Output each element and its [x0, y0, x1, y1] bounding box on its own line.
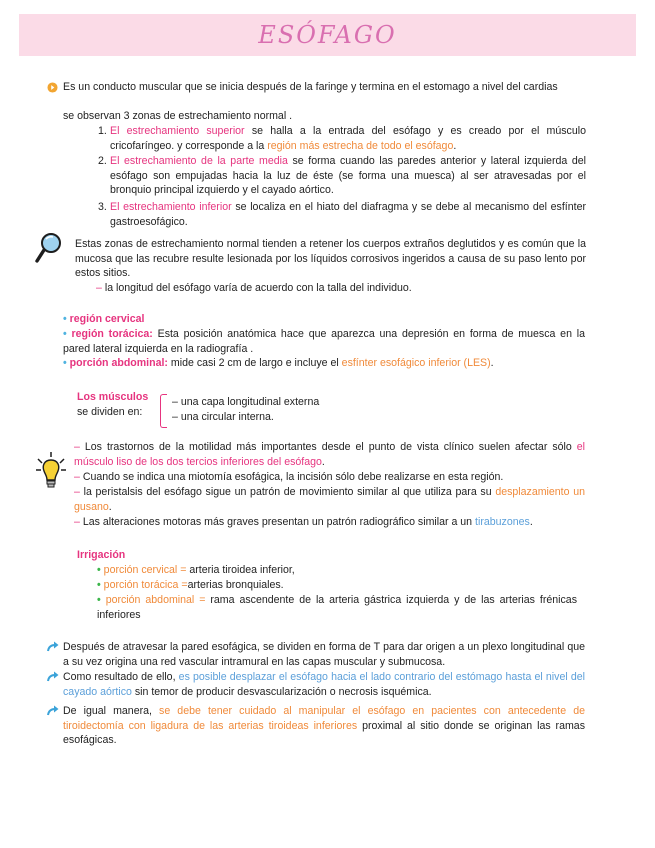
muscle-item-2: – una circular interna.	[172, 411, 274, 423]
motility-text: Las alteraciones motoras más graves presentan un patrón radiográfico similar a un	[79, 516, 476, 528]
irrigation-item-2	[97, 578, 577, 593]
zone-1	[110, 124, 586, 153]
curved-arrow-icon	[47, 641, 59, 652]
final-paragraph-3	[63, 704, 585, 748]
zone-2-number: 2.	[98, 155, 107, 167]
note-sub-text: la longitud del esófago varía de acuerdo con la talla del individuo.	[104, 282, 412, 294]
region-thoracic	[63, 327, 585, 356]
irrigation-heading	[77, 548, 277, 563]
note-text: Estas zonas de estrechamiento normal tienden a retener los cuerpos extraños deglutidos y es común que la mucosa que las recubre resulte lesionada por los líquidos corrosivos ingeridos a causa de su paso lento por estos sitios.	[75, 238, 586, 280]
final-2-highlight: es posible desplazar el esófago hacia el lado contrario del estómago hasta el nivel del cayado aórtico	[63, 671, 585, 698]
intro-line-2: se observan 3 zonas de estrechamiento normal .	[63, 110, 293, 122]
zone-3-number: 3.	[98, 201, 107, 213]
zone-1-text: se halla a la entrada del esófago y es creado por el músculo cricofaríngeo. y corresponde a la	[110, 125, 586, 152]
motility-item-1	[74, 440, 585, 469]
bullet-dot-icon: •	[97, 564, 101, 576]
magnifier-icon	[34, 231, 64, 265]
final-2-text: Como resultado de ello,	[63, 671, 179, 683]
motility-dash: –	[74, 516, 80, 528]
lightbulb-icon	[34, 451, 68, 493]
motility-dash: –	[74, 486, 80, 498]
note-dash: –	[96, 282, 102, 294]
final-3-text: De igual manera,	[63, 705, 160, 717]
motility-highlight: desplazamiento un gusano	[74, 486, 585, 513]
irrigation-text: rama ascendente de la arteria gástrica izquierda y de las arterias frénicas inferiores	[97, 594, 578, 621]
region-abdominal	[63, 356, 585, 371]
region-abdominal-label: porción abdominal:	[69, 357, 168, 369]
title-banner	[19, 14, 636, 56]
zone-1-number: 1.	[98, 125, 107, 137]
zone-2	[110, 154, 586, 198]
page-title: ESÓFAGO	[258, 21, 397, 49]
final-3-highlight: se debe tener cuidado al manipular el esófago en pacientes con antecedente de tiroidectomía con ligadura de las arterias tiroideas inferiores	[63, 705, 585, 732]
irrigation-title: Irrigación	[77, 549, 126, 561]
motility-highlight: tirabuzones	[475, 516, 530, 528]
muscles-heading	[77, 390, 167, 405]
bullet-dot-icon: •	[63, 313, 67, 325]
motility-highlight: el músculo liso de los dos tercios inferiores del esófago	[74, 441, 585, 468]
zone-2-label: El estrechamiento de la parte media	[110, 155, 288, 167]
region-abdominal-end: .	[490, 357, 494, 369]
final-paragraph-1: Después de atravesar la pared esofágica, se dividen en forma de T para dar origen a un plexo longitudinal que a su vez origina una red vascular intramural en las capas muscular y submucosa.	[63, 641, 585, 668]
zone-3	[110, 200, 586, 229]
motility-text: Cuando se indica una miotomía esofágica, la incisión sólo debe realizarse en esta región.	[79, 471, 504, 483]
bullet-dot-icon: •	[63, 357, 67, 369]
curved-arrow-icon	[47, 705, 59, 716]
zone-1-end: .	[453, 139, 457, 152]
region-abdominal-text: mide casi 2 cm de largo e incluye el	[167, 357, 342, 369]
muscles-sub: se dividen en:	[77, 406, 143, 418]
irrigation-label: porción torácica =	[103, 579, 188, 591]
bullet-dot-icon: •	[63, 328, 67, 340]
circle-arrow-icon	[47, 82, 58, 93]
intro-text	[63, 80, 585, 95]
final-paragraph-2	[63, 670, 585, 699]
zone-1-highlight: región más estrecha de todo el esófago	[267, 139, 454, 152]
zone-1-label: El estrechamiento superior	[110, 125, 245, 137]
motility-item-2	[74, 470, 585, 485]
region-cervical	[63, 312, 583, 327]
motility-end: .	[529, 516, 533, 528]
intro-line-1: Es un conducto muscular que se inicia después de la faringe y termina en el estomago a nivel del cardias	[63, 81, 558, 93]
motility-end: .	[321, 455, 325, 468]
zone-3-label: El estrechamiento inferior	[110, 201, 232, 213]
motility-text: la peristalsis del esófago sigue un patrón de movimiento similar al que utiliza para su	[79, 486, 496, 498]
irrigation-text: arteria tiroidea inferior,	[186, 564, 295, 576]
region-thoracic-label: región torácica:	[71, 328, 153, 340]
motility-item-3	[74, 485, 585, 514]
region-abdominal-highlight: esfínter esofágico inferior (LES)	[341, 357, 491, 369]
motility-end: .	[108, 500, 112, 513]
muscles-title: Los músculos	[77, 391, 149, 403]
motility-dash: –	[74, 441, 80, 453]
note-sub	[96, 281, 576, 296]
bullet-dot-icon: •	[97, 579, 101, 591]
region-cervical-label: región cervical	[69, 313, 145, 325]
irrigation-text: arterias bronquiales.	[187, 579, 284, 591]
zone-3-text: se localiza en el hiato del diafragma y se debe al mecanismo del esfínter gastroesofágico.	[110, 201, 586, 228]
irrigation-label: porción abdominal =	[105, 594, 206, 606]
motility-dash: –	[74, 471, 80, 483]
motility-item-4	[74, 515, 585, 530]
brace-icon	[160, 394, 167, 428]
final-2-end: sin temor de producir desvascularización o necrosis isquémica.	[131, 685, 432, 698]
motility-text: Los trastornos de la motilidad más importantes desde el punto de vista clínico suelen afectar sólo	[79, 441, 577, 453]
irrigation-item-1	[97, 563, 577, 578]
bullet-dot-icon: •	[97, 594, 101, 606]
zone-2-text: se forma cuando las paredes anterior y lateral izquierda del esófago son empujadas hacia la luz de éste (se forma una muesca) al ser atravesadas por el bronquio principal izquierdo y el cayado aórtico.	[110, 155, 587, 197]
irrigation-item-3	[97, 593, 577, 622]
final-3-end: proximal al sitio donde se originan las ramas esofágicas.	[63, 719, 585, 747]
curved-arrow-icon	[47, 671, 59, 682]
muscle-item-1: – una capa longitudinal externa	[172, 396, 320, 408]
region-thoracic-text: Esta posición anatómica hace que aparezca una depresión en forma de muesca en la pared lateral izquierda en la radiografía .	[63, 328, 585, 355]
irrigation-label: porción cervical =	[103, 564, 187, 576]
